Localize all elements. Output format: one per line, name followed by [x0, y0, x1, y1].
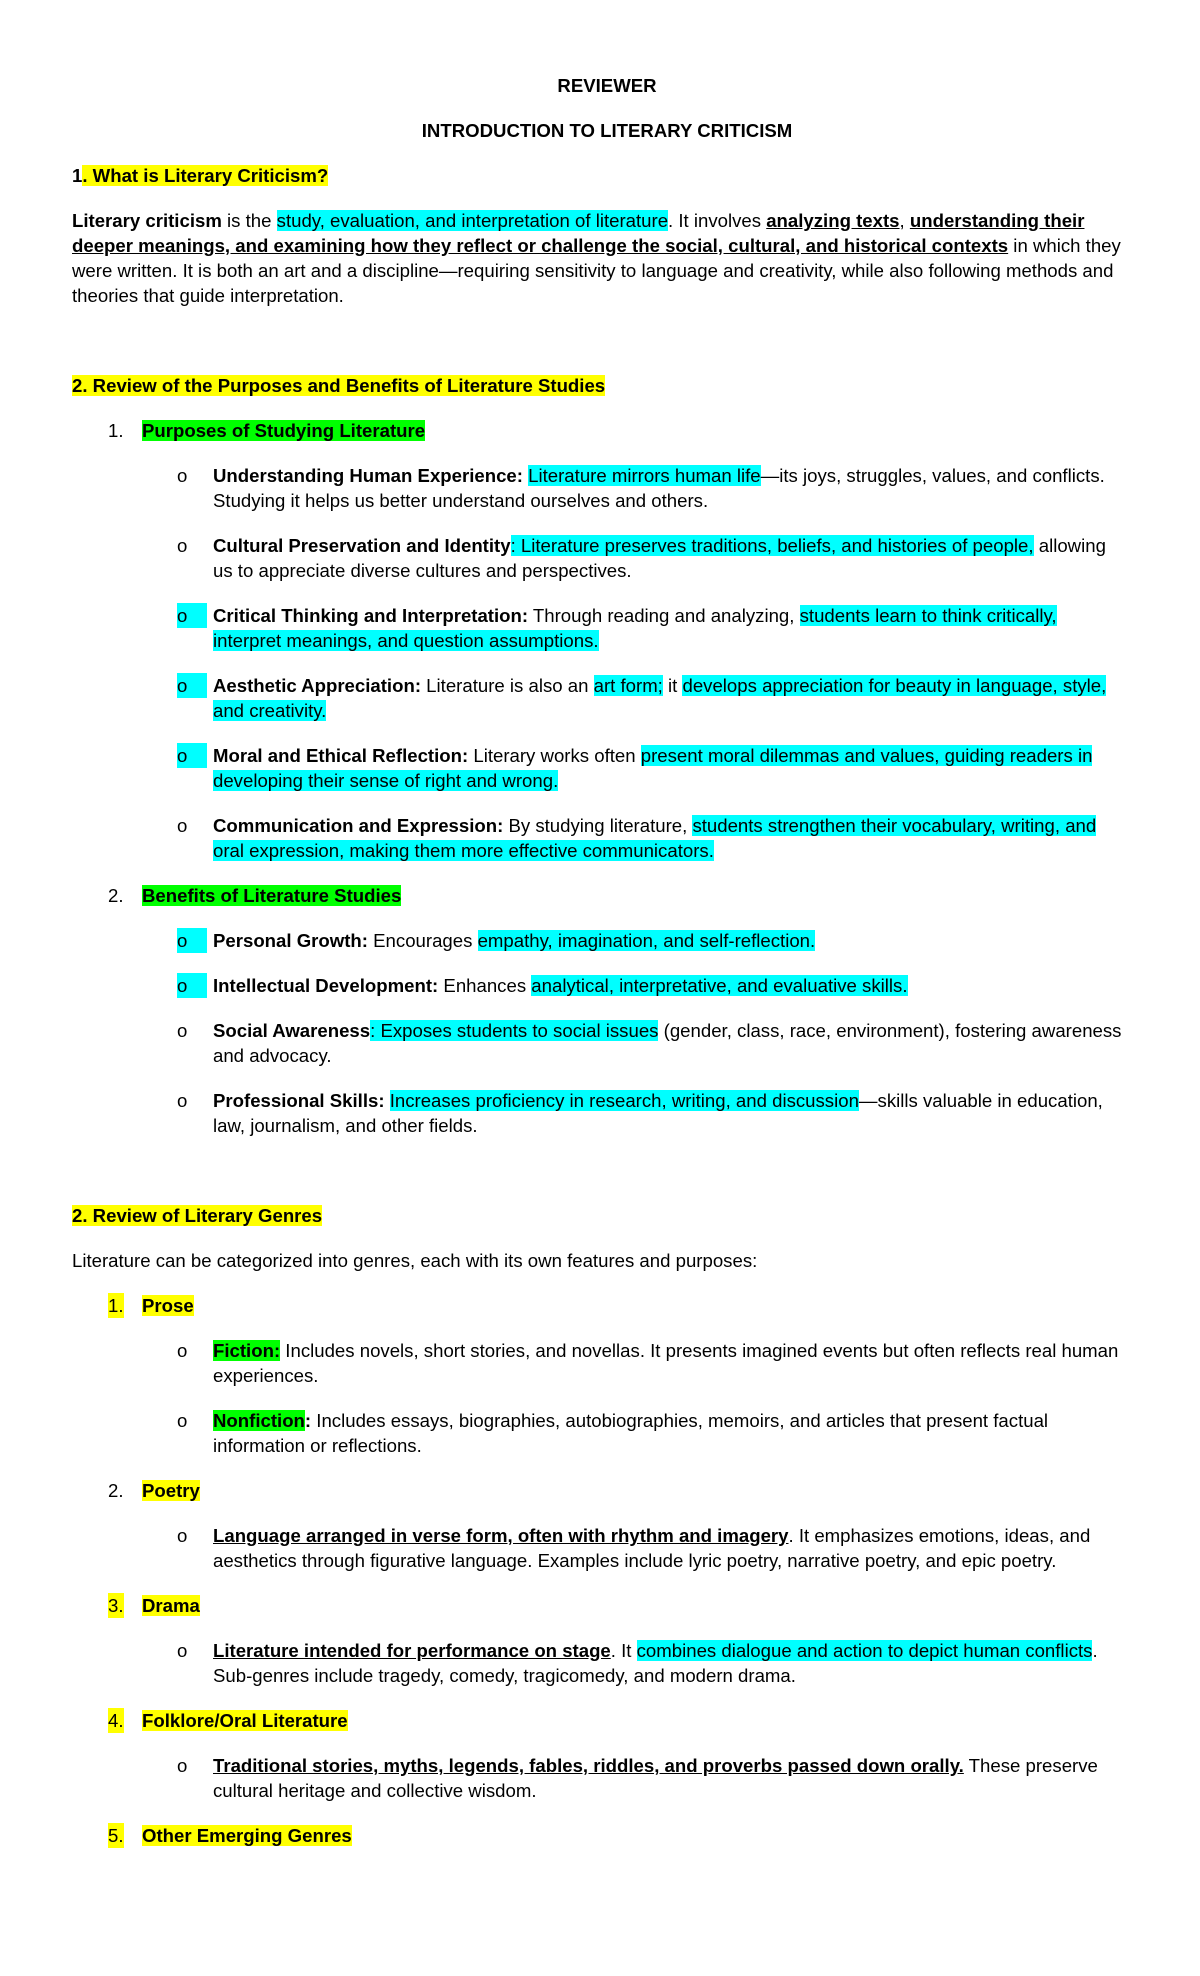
genre-drama-heading — [72, 1593, 1142, 1618]
item-text: —its joys, struggles, values, and conflicts. Studying it helps us better understand ourselves and others. — [213, 465, 1105, 511]
bullet-marker: o — [177, 1090, 188, 1111]
item-highlight: students learn to think critically, interpret meanings, and question assumptions. — [213, 605, 1057, 651]
item-highlight: : Exposes students to social issues — [370, 1020, 659, 1041]
item-label: Critical Thinking and Interpretation: — [213, 605, 529, 626]
item-text: These preserve cultural heritage and collective wisdom. — [213, 1755, 1098, 1801]
item-highlight: students strengthen their vocabulary, writing, and oral expression, making them more effective communicators. — [213, 815, 1097, 861]
list-number: 2. — [108, 1480, 124, 1501]
term-literary-criticism: Literary criticism — [72, 210, 222, 231]
genre-poetry-heading — [72, 1478, 1142, 1503]
genre-emerging-heading — [72, 1823, 1142, 1848]
list-number: 1. — [108, 420, 124, 441]
bullet-marker: o — [177, 1640, 188, 1661]
bullet-marker: o — [177, 743, 207, 768]
text-run — [385, 1090, 390, 1111]
subsection-benefits-heading — [72, 883, 1142, 908]
bullet-marker: o — [177, 1525, 188, 1546]
item-highlight: : Literature preserves traditions, beliefs, and histories of people, — [510, 535, 1034, 556]
item-label: Personal Growth: — [213, 930, 368, 951]
item-text: Literature is also an — [421, 675, 594, 696]
list-item — [72, 1088, 1142, 1138]
list-item — [72, 533, 1142, 583]
underline-analyzing-texts: analyzing texts — [766, 210, 900, 231]
item-text: (gender, class, race, environment), fostering awareness and advocacy. — [213, 1020, 1122, 1066]
item-label: Understanding Human Experience: — [213, 465, 523, 486]
section-3-intro: Literature can be categorized into genres, each with its own features and purposes: — [72, 1250, 758, 1271]
item-label: Traditional stories, myths, legends, fables, riddles, and proverbs passed down orally. — [213, 1755, 964, 1776]
section-1-heading — [72, 163, 1142, 188]
list-item — [72, 1523, 1142, 1573]
text-run: , — [899, 210, 910, 231]
item-label: Aesthetic Appreciation: — [213, 675, 422, 696]
item-highlight: combines dialogue and action to depict human conflicts — [636, 1640, 1093, 1661]
list-item — [72, 463, 1142, 513]
item-highlight: art form; — [593, 675, 663, 696]
item-label: Literature intended for performance on stage — [213, 1640, 611, 1661]
genre-poetry-title: Poetry — [142, 1480, 200, 1501]
item-text: Enhances — [438, 975, 532, 996]
item-text: allowing us to appreciate diverse cultures and perspectives. — [213, 535, 1106, 581]
item-label: Intellectual Development: — [213, 975, 439, 996]
document-title: REVIEWER — [557, 75, 657, 96]
genre-emerging-title: Other Emerging Genres — [142, 1825, 352, 1846]
list-item — [72, 813, 1142, 863]
section-1-number: 1 — [72, 165, 83, 186]
item-text: . Sub-genres include tragedy, comedy, tragicomedy, and modern drama. — [213, 1640, 1098, 1686]
item-text: it — [662, 675, 683, 696]
item-text: By studying literature, — [503, 815, 693, 836]
item-colon: : — [304, 1410, 312, 1431]
spacer — [72, 308, 1142, 353]
underline-deeper-meanings: understanding their deeper meanings, and examining how they reflect or challenge the social, cultural, and historical contexts — [72, 210, 1085, 256]
section-3-heading-text: 2. Review of Literary Genres — [72, 1205, 323, 1226]
bullet-marker: o — [177, 603, 207, 628]
list-item — [72, 1408, 1142, 1458]
genre-folklore-title: Folklore/Oral Literature — [142, 1710, 348, 1731]
list-number: 4. — [108, 1710, 124, 1731]
list-number: 5. — [108, 1825, 124, 1846]
bullet-marker: o — [177, 1755, 188, 1776]
bullet-marker: o — [177, 535, 188, 556]
item-highlight: analytical, interpretative, and evaluative skills. — [531, 975, 908, 996]
subsection-purposes-heading — [72, 418, 1142, 443]
section-3-heading — [72, 1203, 1142, 1228]
item-label: Cultural Preservation and Identity — [213, 535, 511, 556]
section-1-paragraph — [72, 208, 1142, 308]
list-item — [72, 973, 1142, 998]
genre-drama-title: Drama — [142, 1595, 200, 1616]
list-item — [72, 928, 1142, 953]
genre-folklore-heading — [72, 1708, 1142, 1733]
item-label: Fiction: — [213, 1340, 281, 1361]
list-item — [72, 743, 1142, 793]
text-run: is the — [221, 210, 277, 231]
bullet-marker: o — [177, 465, 188, 486]
text-run: in which they were written. It is both an art and a discipline—requiring sensitivity to language and creativity, while also following methods and theories that guide interpretation. — [72, 235, 1121, 306]
bullet-marker: o — [177, 815, 188, 836]
list-number: 3. — [108, 1595, 124, 1616]
list-item — [72, 673, 1142, 723]
section-2-heading — [72, 373, 1142, 398]
item-label: Language arranged in verse form, often with rhythm and imagery — [213, 1525, 789, 1546]
list-number: 2. — [108, 885, 124, 906]
item-text: —skills valuable in education, law, journalism, and other fields. — [213, 1090, 1103, 1136]
document-subtitle: INTRODUCTION TO LITERARY CRITICISM — [421, 120, 793, 141]
item-text: Includes novels, short stories, and novellas. It presents imagined events but often reflects real human experiences. — [213, 1340, 1119, 1386]
list-item — [72, 1018, 1142, 1068]
item-text: Through reading and analyzing, — [528, 605, 800, 626]
item-text: Includes essays, biographies, autobiographies, memoirs, and articles that present factual information or reflections. — [213, 1410, 1049, 1456]
bullet-marker: o — [177, 1020, 188, 1041]
document-page — [72, 68, 1142, 1848]
item-highlight: develops appreciation for beauty in language, style, and creativity. — [213, 675, 1107, 721]
section-2-heading-text: 2. Review of the Purposes and Benefits of Literature Studies — [72, 375, 606, 396]
item-highlight: Literature mirrors human life — [528, 465, 761, 486]
genre-prose-heading — [72, 1293, 1142, 1318]
item-text: . It — [610, 1640, 637, 1661]
list-item — [72, 1753, 1142, 1803]
text-run: . It involves — [668, 210, 767, 231]
list-item — [72, 603, 1142, 653]
bullet-marker: o — [177, 1410, 188, 1431]
section-1-heading-text: . What is Literary Criticism? — [82, 165, 329, 186]
item-highlight: empathy, imagination, and self-reflection. — [477, 930, 816, 951]
bullet-marker: o — [177, 973, 207, 998]
item-highlight: Increases proficiency in research, writing, and discussion — [389, 1090, 859, 1111]
item-text: Literary works often — [468, 745, 641, 766]
list-item — [72, 1638, 1142, 1688]
item-label: Social Awareness — [213, 1020, 371, 1041]
item-label: Communication and Expression: — [213, 815, 504, 836]
subsection-benefits-title: Benefits of Literature Studies — [142, 885, 402, 906]
item-label: Moral and Ethical Reflection: — [213, 745, 469, 766]
bullet-marker: o — [177, 673, 207, 698]
highlight-definition: study, evaluation, and interpretation of literature — [276, 210, 669, 231]
item-label: Nonfiction — [213, 1410, 305, 1431]
item-text: Encourages — [367, 930, 478, 951]
list-item — [72, 1338, 1142, 1388]
bullet-marker: o — [177, 1340, 188, 1361]
spacer — [72, 1138, 1142, 1183]
genre-prose-title: Prose — [142, 1295, 194, 1316]
item-text: . It emphasizes emotions, ideas, and aesthetics through figurative language. Examples include lyric poetry, narrative poetry, and epic poetry. — [213, 1525, 1091, 1571]
subsection-purposes-title: Purposes of Studying Literature — [142, 420, 426, 441]
list-number: 1. — [108, 1295, 124, 1316]
bullet-marker: o — [177, 928, 207, 953]
item-label: Professional Skills: — [213, 1090, 385, 1111]
item-highlight: present moral dilemmas and values, guiding readers in developing their sense of right and wrong. — [213, 745, 1093, 791]
